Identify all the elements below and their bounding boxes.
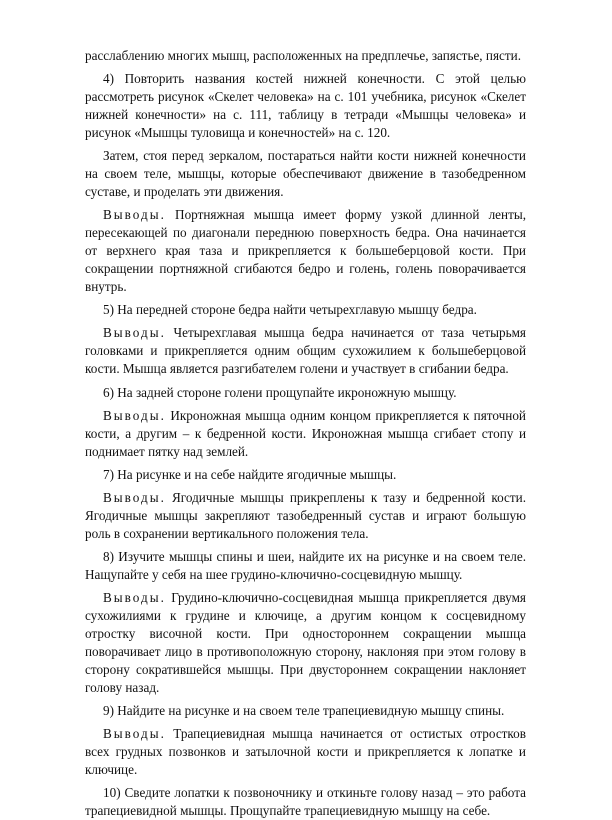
paragraph-text: 10) Сведите лопатки к позвоночнику и откиньте голову назад – это работа трапециевидной мышцы. Прощупайте трапециевидную мышцу на себе. bbox=[85, 785, 526, 819]
paragraph bbox=[85, 206, 526, 296]
paragraph-lead: Выводы. bbox=[103, 590, 166, 606]
paragraph-text: 5) На передней стороне бедра найти четырехглавую мышцу бедра. bbox=[103, 302, 477, 318]
paragraph-text: 7) На рисунке и на себе найдите ягодичные мышцы. bbox=[103, 466, 397, 482]
paragraph bbox=[85, 466, 526, 484]
paragraph-text: Затем, стоя перед зеркалом, постараться найти кости нижней конечности на своем теле, мышцы, которые обеспечивают движение в тазобедренном суставе, и проделать эти движения. bbox=[85, 148, 526, 200]
paragraph bbox=[85, 324, 526, 378]
paragraph bbox=[85, 489, 526, 543]
paragraph bbox=[85, 384, 526, 402]
paragraph-text: Ягодичные мышцы прикреплены к тазу и бедренной кости. Ягодичные мышцы закрепляют тазобедренный сустав и играют большую роль в сохранении вертикального положения тела. bbox=[85, 489, 526, 541]
paragraph-text: Четырехглавая мышца бедра начинается от таза четырьмя головками и прикрепляется одним общим сухожилием к большеберцовой кости. Мышца является разгибателем голени и участвует в сгибании бедра. bbox=[85, 325, 526, 377]
paragraph-text: Икроножная мышца одним концом прикрепляется к пяточной кости, а другим – к бедренной кости. Икроножная мышца сгибает стопу и поднимает пятку над землей. bbox=[85, 407, 526, 459]
paragraph bbox=[85, 548, 526, 584]
paragraph bbox=[85, 702, 526, 720]
paragraph-lead: Выводы. bbox=[103, 325, 166, 341]
paragraph bbox=[85, 147, 526, 201]
paragraph bbox=[85, 784, 526, 820]
paragraph bbox=[85, 47, 526, 65]
paragraph-text: 8) Изучите мышцы спины и шеи, найдите их на рисунке и на своем теле. Нащупайте у себя на шее грудино-ключично-сосцевидную мышцу. bbox=[85, 548, 526, 582]
paragraph-text: Грудино-ключично-сосцевидная мышца прикрепляется двумя сухожилиями к грудине и ключице, а другим концом к сосцевидному отростку височной кости. При одностороннем сокращении мышца поворачивает лицо в противоположную сторону, наклоняя при этом голову в сторону сократившейся мышцы. При двустороннем сокращении наклоняет голову назад. bbox=[85, 590, 526, 696]
paragraph-text: расслаблению многих мышц, расположенных на предплечье, запястье, пясти. bbox=[85, 48, 521, 63]
paragraph bbox=[85, 725, 526, 779]
paragraph bbox=[85, 301, 526, 319]
paragraph bbox=[85, 589, 526, 697]
paragraph-text: Портняжная мышца имеет форму узкой длинной ленты, пересекающей по диагонали переднюю поверхность бедра. Она начинается от верхнего края таза и прикрепляется к большеберцовой кости. При сокращении портняжной сгибаются бедро и голень, голень поворачивается внутрь. bbox=[85, 207, 526, 295]
paragraph-lead: Выводы. bbox=[103, 489, 166, 505]
paragraph-lead: Выводы. bbox=[103, 726, 166, 742]
paragraph bbox=[85, 407, 526, 461]
paragraph-text: 6) На задней стороне голени прощупайте икроножную мышцу. bbox=[103, 384, 457, 400]
paragraph bbox=[85, 70, 526, 142]
paragraph-lead: Выводы. bbox=[103, 407, 166, 423]
paragraph-text: 9) Найдите на рисунке и на своем теле трапециевидную мышцу спины. bbox=[103, 703, 505, 719]
paragraph-text: 4) Повторить названия костей нижней конечности. С этой целью рассмотреть рисунок «Скелет человека» на с. 101 учебника, рисунок «Скелет нижней конечности» на с. 111, таблицу в тетради «Мышцы человека» и рисунок «Мышцы туловища и конечностей» на с. 120. bbox=[85, 71, 526, 141]
paragraph-text: Трапециевидная мышца начинается от остистых отростков всех грудных позвонков и затылочной кости и прикрепляется к лопатке и ключице. bbox=[85, 726, 526, 778]
paragraph-lead: Выводы. bbox=[103, 207, 166, 223]
